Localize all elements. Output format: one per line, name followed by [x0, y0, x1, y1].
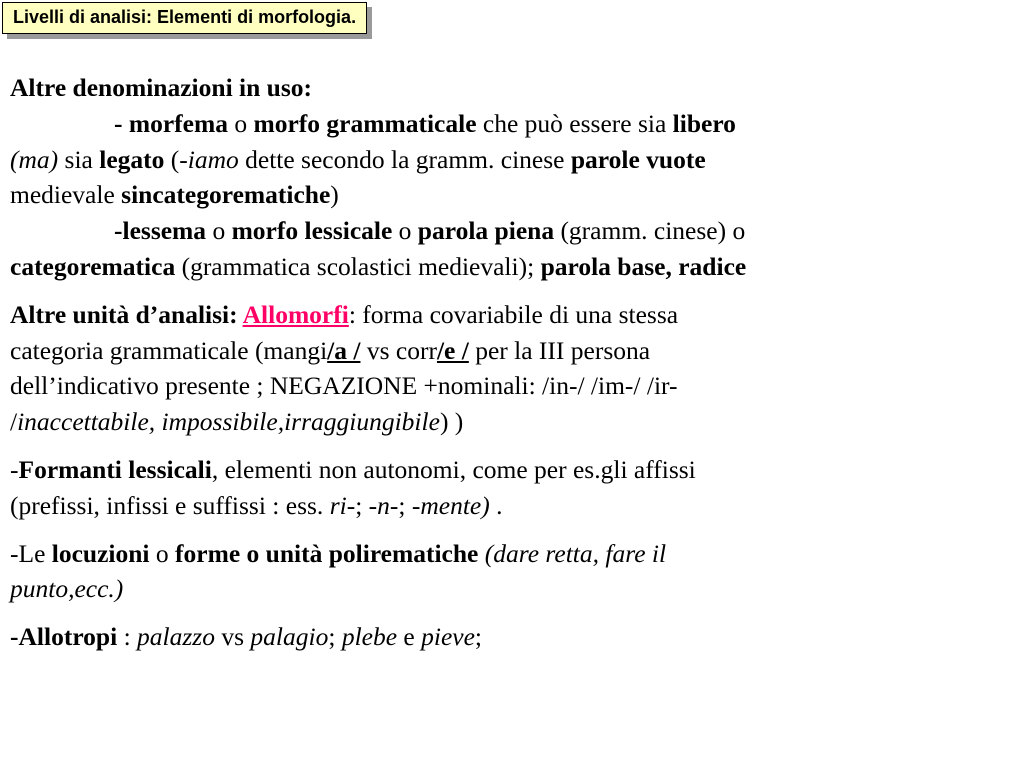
- slide-title: Livelli di analisi: Elementi di morfologia.: [2, 2, 367, 34]
- line-locuzioni: -Le locuzioni o forme o unità polirematiche (dare retta, fare il: [10, 538, 667, 568]
- line-negazione: dell’indicativo presente ; NEGAZIONE +nominali: /in-/ /im-/ /ir-: [10, 371, 678, 401]
- line-allotropi: -Allotropi : palazzo vs palagio; plebe e pieve;: [10, 622, 483, 652]
- allomorfi-link[interactable]: Allomorfi: [242, 299, 349, 329]
- slide-content: [10, 70, 1014, 655]
- line-altre-unita: Altre unità d’analisi: Allomorfi: forma covariabile di una stessa: [10, 299, 679, 329]
- line-categorematica: categorematica (grammatica scolastici medievali); parola base, radice: [10, 251, 747, 281]
- line-punto: punto,ecc.): [10, 574, 124, 604]
- line-medievale: medievale sincategorematiche): [10, 180, 339, 210]
- line-prefissi: (prefissi, infissi e suffissi : ess. ri-; -n-; -mente) .: [10, 490, 503, 520]
- line-morfema: - morfema o morfo grammaticale che può essere sia libero: [114, 108, 736, 138]
- line-lessema: -lessema o morfo lessicale o parola piena (gramm. cinese) o: [114, 216, 746, 246]
- line-esempi-negazione: /inaccettabile, impossibile,irraggiungibile) ): [10, 407, 464, 437]
- section-heading-denominazioni: Altre denominazioni in uso:: [10, 73, 313, 102]
- line-formanti: -Formanti lessicali, elementi non autonomi, come per es.gli affissi: [10, 454, 696, 484]
- line-legato: (ma) sia legato (-iamo dette secondo la gramm. cinese parole vuote: [10, 144, 706, 174]
- line-categoria: categoria grammaticale (mangi/a / vs corr/e / per la III persona: [10, 335, 651, 365]
